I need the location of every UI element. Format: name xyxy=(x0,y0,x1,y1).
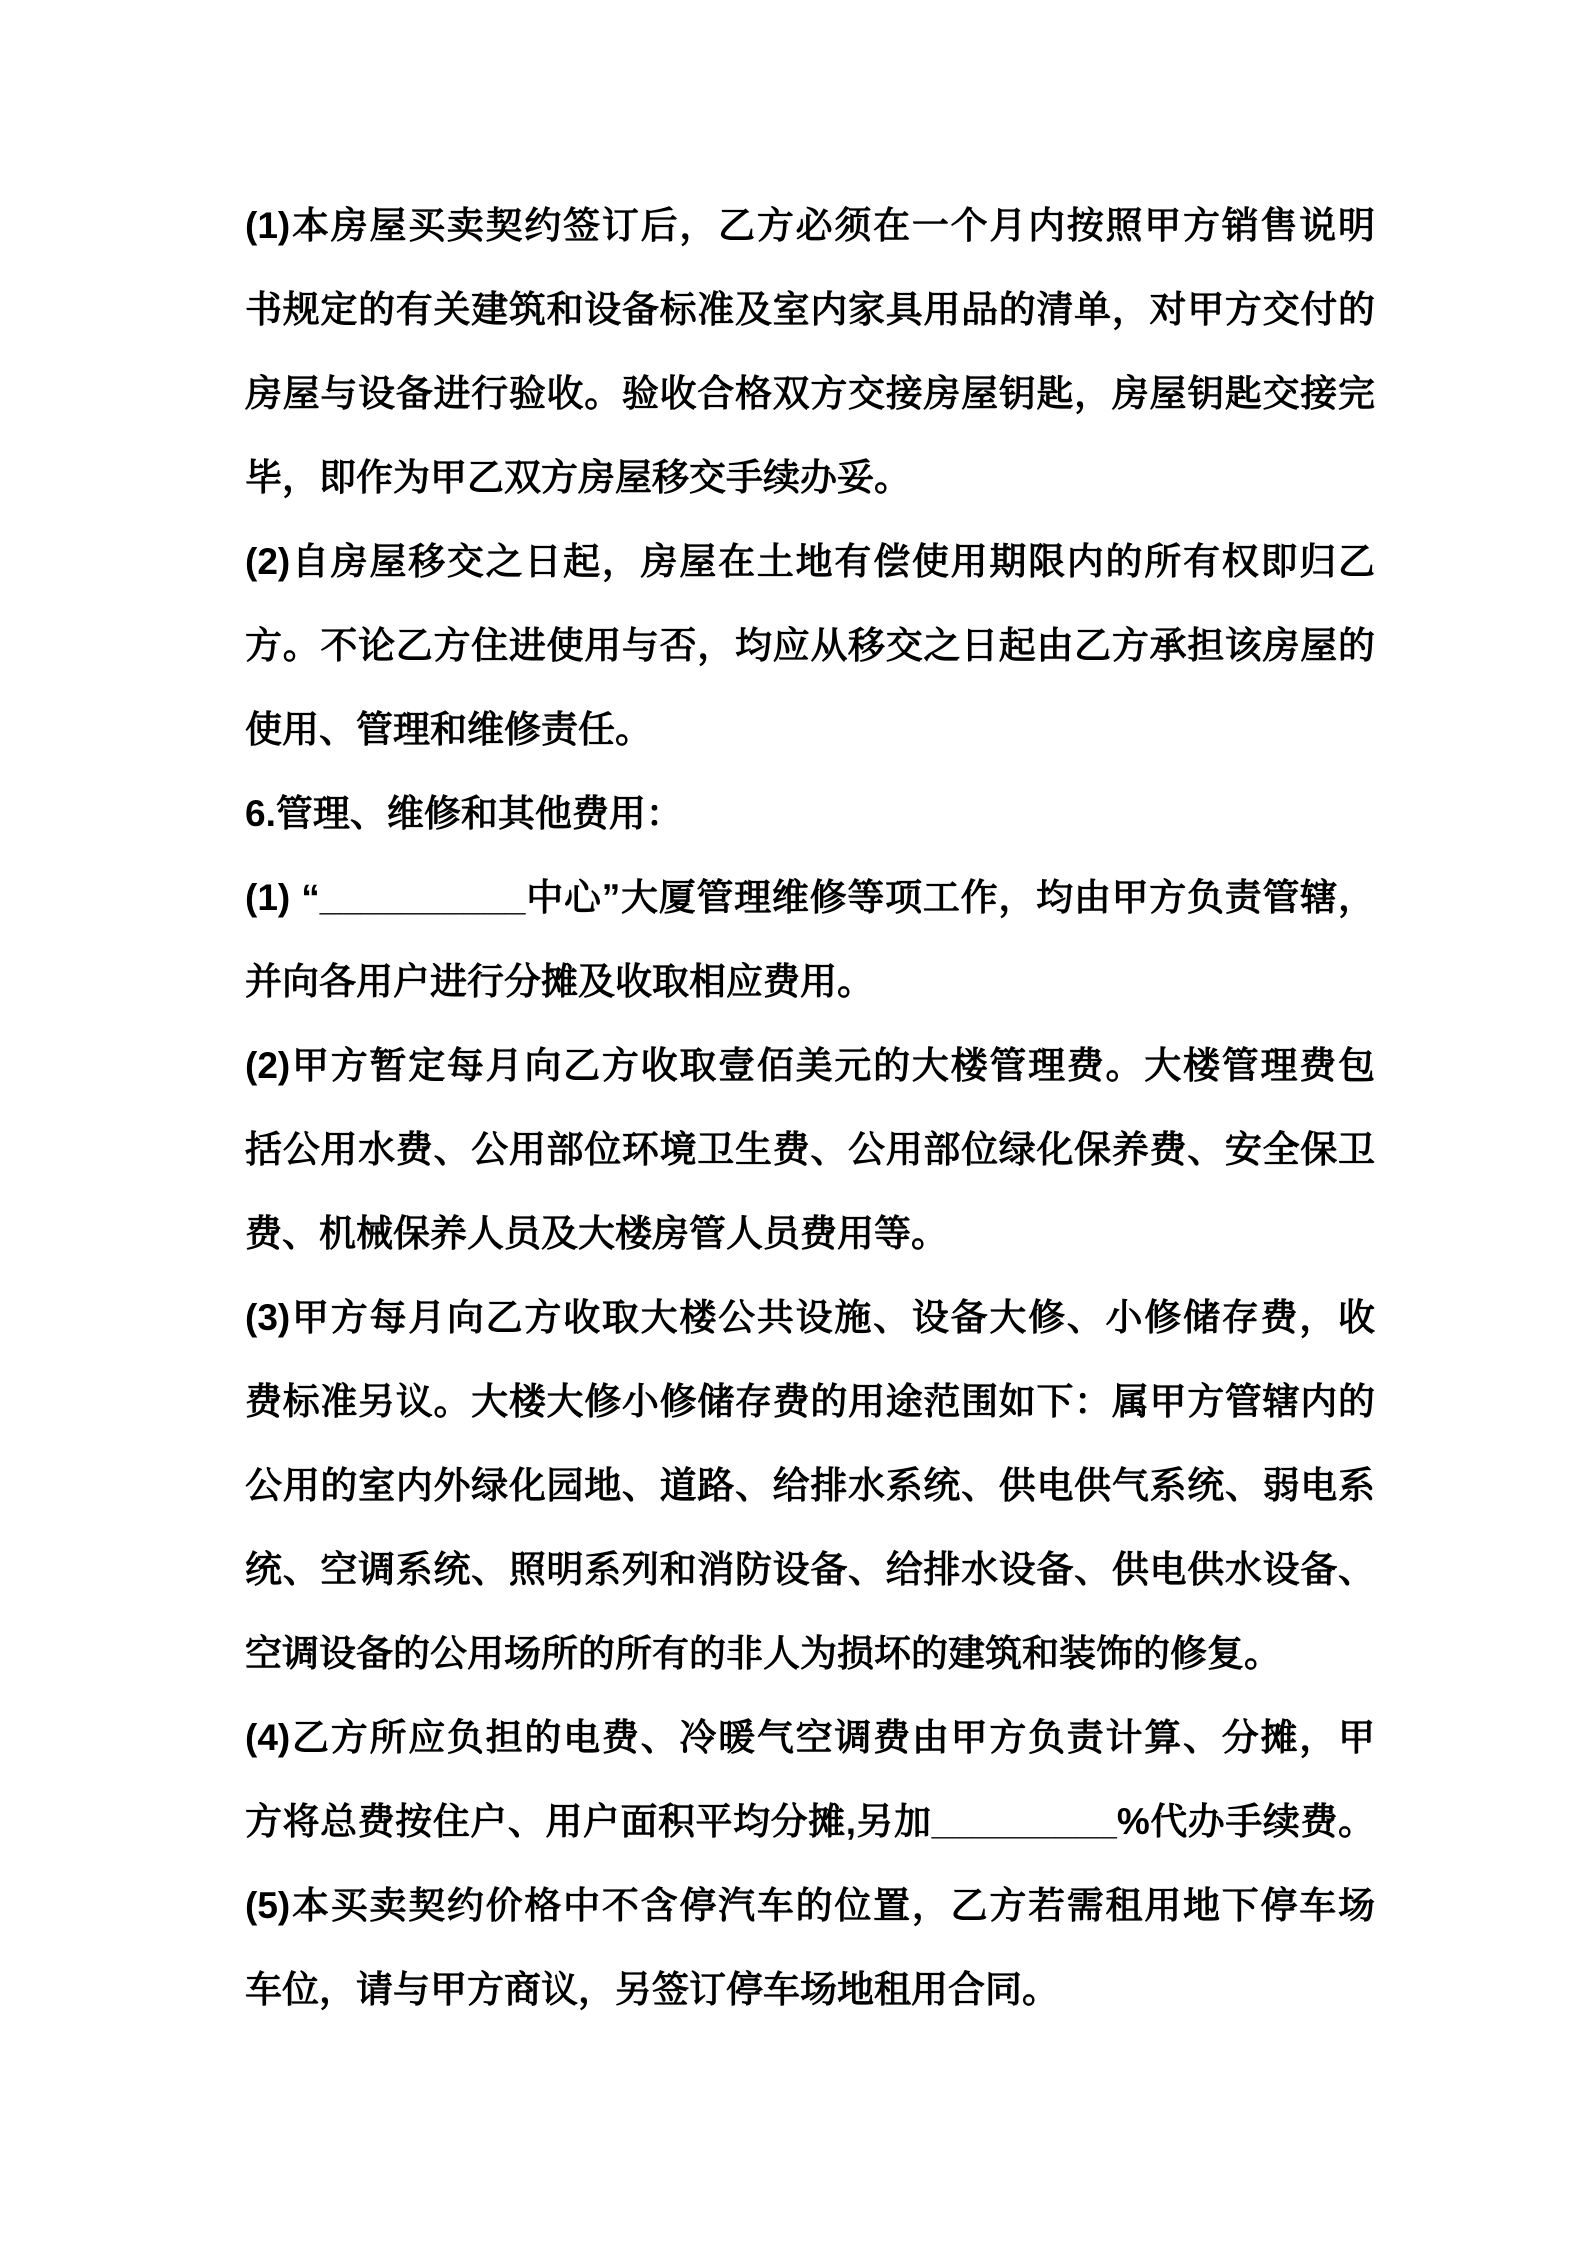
text-line-8: 6.管理、维修和其他费用： xyxy=(245,793,683,834)
text-line-11: (2)甲方暂定每月向乙方收取壹佰美元的大楼管理费。大楼管理费包 xyxy=(245,1045,1375,1086)
text-line-3: 房屋与设备进行验收。验收合格双方交接房屋钥匙，房屋钥匙交接完 xyxy=(245,373,1375,414)
text-line-22: 车位，请与甲方商议，另签订停车场地租用合同。 xyxy=(245,1969,1059,2010)
text-line-7: 使用、管理和维修责任。 xyxy=(245,709,652,750)
text-line-18: 空调设备的公用场所的所有的非人为损坏的建筑和装饰的修复。 xyxy=(245,1633,1281,1674)
text-line-6: 方。不论乙方住进使用与否，均应从移交之日起由乙方承担该房屋的 xyxy=(245,625,1375,666)
text-line-16: 公用的室内外绿化园地、道路、给排水系统、供电供气系统、弱电系 xyxy=(245,1465,1375,1506)
text-line-17: 统、空调系统、照明系列和消防设备、给排水设备、供电供水设备、 xyxy=(245,1549,1375,1590)
text-line-1: (1)本房屋买卖契约签订后，乙方必须在一个月内按照甲方销售说明 xyxy=(245,205,1375,246)
text-line-5: (2)自房屋移交之日起，房屋在土地有偿使用期限内的所有权即归乙 xyxy=(245,541,1375,582)
text-line-12: 括公用水费、公用部位环境卫生费、公用部位绿化保养费、安全保卫 xyxy=(245,1129,1375,1170)
text-line-19: (4)乙方所应负担的电费、冷暖气空调费由甲方负责计算、分摊，甲 xyxy=(245,1717,1375,1758)
text-line-10: 并向各用户进行分摊及收取相应费用。 xyxy=(245,961,874,1002)
text-line-20: 方将总费按住户、用户面积平均分摊,另加_________%代办手续费。 xyxy=(245,1801,1375,1842)
text-line-4: 毕，即作为甲乙双方房屋移交手续办妥。 xyxy=(245,457,911,498)
text-line-21: (5)本买卖契约价格中不含停汽车的位置，乙方若需租用地下停车场 xyxy=(245,1885,1375,1926)
text-line-9: (1) “__________中心”大厦管理维修等项工作，均由甲方负责管辖， xyxy=(245,877,1375,918)
text-line-14: (3)甲方每月向乙方收取大楼公共设施、设备大修、小修储存费，收 xyxy=(245,1297,1375,1338)
text-line-13: 费、机械保养人员及大楼房管人员费用等。 xyxy=(245,1213,948,1254)
text-line-15: 费标准另议。大楼大修小修储存费的用途范围如下：属甲方管辖内的 xyxy=(245,1381,1375,1422)
text-line-2: 书规定的有关建筑和设备标准及室内家具用品的清单，对甲方交付的 xyxy=(245,289,1375,330)
document-body xyxy=(245,184,1375,2032)
